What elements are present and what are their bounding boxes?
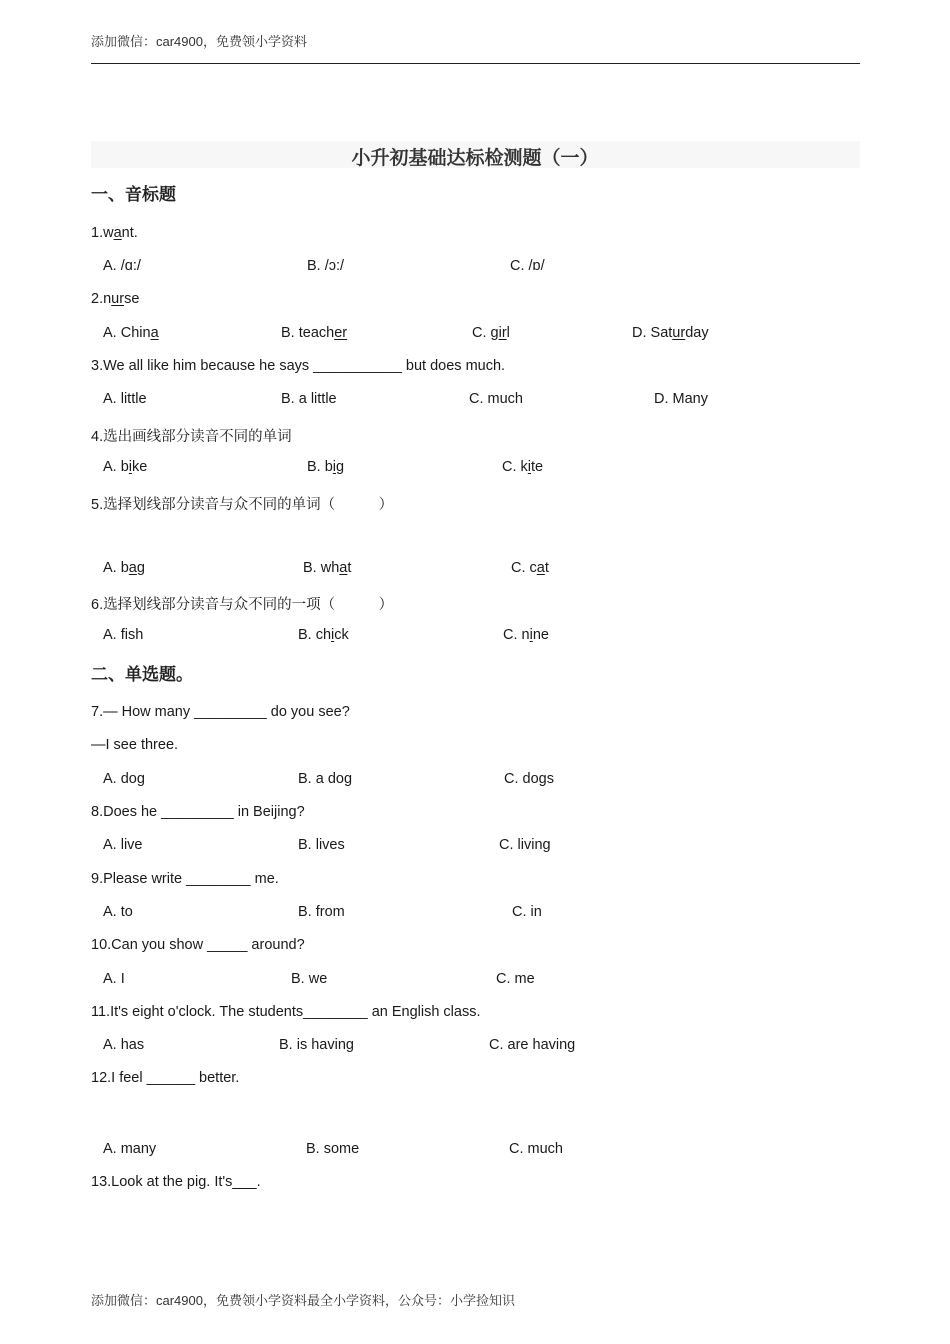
question-8-option-b[interactable]: B. lives [298,837,345,853]
question-3-option-c[interactable]: C. much [469,391,523,407]
question-10-option-c[interactable]: C. me [496,971,535,987]
question-6-option-b[interactable]: B. chick [298,627,349,643]
question-10-option-b[interactable]: B. we [291,971,328,987]
question-7-option-a[interactable]: A. dog [103,771,145,787]
question-8-option-c[interactable]: C. living [499,837,551,853]
question-12-option-c[interactable]: C. much [509,1141,563,1157]
question-5-option-a[interactable]: A. bag [103,560,145,576]
question-2-option-d[interactable]: D. Saturday [632,325,709,341]
page-footer-text: 添加微信：car4900，免费领小学资料最全小学资料，公众号：小学捡知识 [91,1293,515,1308]
question-1-option-a[interactable]: A. /ɑ:/ [103,258,141,274]
question-9-stem: 9.Please write ________ me. [91,871,279,887]
question-4-option-b[interactable]: B. big [307,459,345,475]
question-10-option-a[interactable]: A. I [103,971,125,987]
question-11-option-a[interactable]: A. has [103,1037,145,1053]
question-6-option-c[interactable]: C. nine [503,627,549,643]
question-12-stem: 12.I feel ______ better. [91,1070,240,1086]
question-1-option-c[interactable]: C. /ɒ/ [510,258,545,274]
question-9-option-a[interactable]: A. to [103,904,133,920]
question-11-option-b[interactable]: B. is having [279,1037,354,1053]
question-11-stem: 11.It's eight o'clock. The students________ an English class. [91,1004,481,1020]
section-heading-phonetics: 一、音标题 [91,185,176,204]
question-3-option-a[interactable]: A. little [103,391,147,407]
question-9-option-c[interactable]: C. in [512,904,542,920]
section-heading-single-choice: 二、单选题。 [91,665,193,684]
question-8-stem: 8.Does he _________ in Beijing? [91,804,305,820]
question-7-option-c[interactable]: C. dogs [504,771,554,787]
question-2-option-b[interactable]: B. teacher [281,325,348,341]
question-12-option-a[interactable]: A. many [103,1141,157,1157]
question-10-stem: 10.Can you show _____ around? [91,937,305,953]
header-divider [91,63,860,64]
question-4-option-a[interactable]: A. bike [103,459,148,475]
question-13-stem: 13.Look at the pig. It's___. [91,1174,261,1190]
question-1-stem: 1.want. [91,225,138,241]
question-8-option-a[interactable]: A. live [103,837,143,853]
question-7-option-b[interactable]: B. a dog [298,771,353,787]
question-1-option-b[interactable]: B. /ɔ:/ [307,258,345,274]
question-7-stem: 7.— How many _________ do you see? [91,704,350,720]
question-6-stem: 6.选择划线部分读音与众不同的一项（ ） [91,597,394,613]
question-3-option-d[interactable]: D. Many [654,391,708,407]
question-3-option-b[interactable]: B. a little [281,391,337,407]
question-11-option-c[interactable]: C. are having [489,1037,576,1053]
question-2-option-c[interactable]: C. girl [472,325,510,341]
question-9-option-b[interactable]: B. from [298,904,345,920]
question-3-stem: 3.We all like him because he says ___________ but does much. [91,358,506,374]
page-header-text: 添加微信：car4900，免费领小学资料 [91,34,307,49]
question-5-stem: 5.选择划线部分读音与众不同的单词（ ） [91,497,394,513]
question-2-option-a[interactable]: A. China [103,325,159,341]
question-5-option-c[interactable]: C. cat [511,560,549,576]
question-12-option-b[interactable]: B. some [306,1141,360,1157]
question-4-stem: 4.选出画线部分读音不同的单词 [91,429,292,445]
question-5-option-b[interactable]: B. what [303,560,352,576]
page-title: 小升初基础达标检测题（一） [351,148,599,169]
question-2-stem: 2.nurse [91,291,140,307]
question-6-option-a[interactable]: A. fish [103,627,144,643]
question-4-option-c[interactable]: C. kite [502,459,544,475]
question-7-stem-line-2: —I see three. [91,737,179,753]
